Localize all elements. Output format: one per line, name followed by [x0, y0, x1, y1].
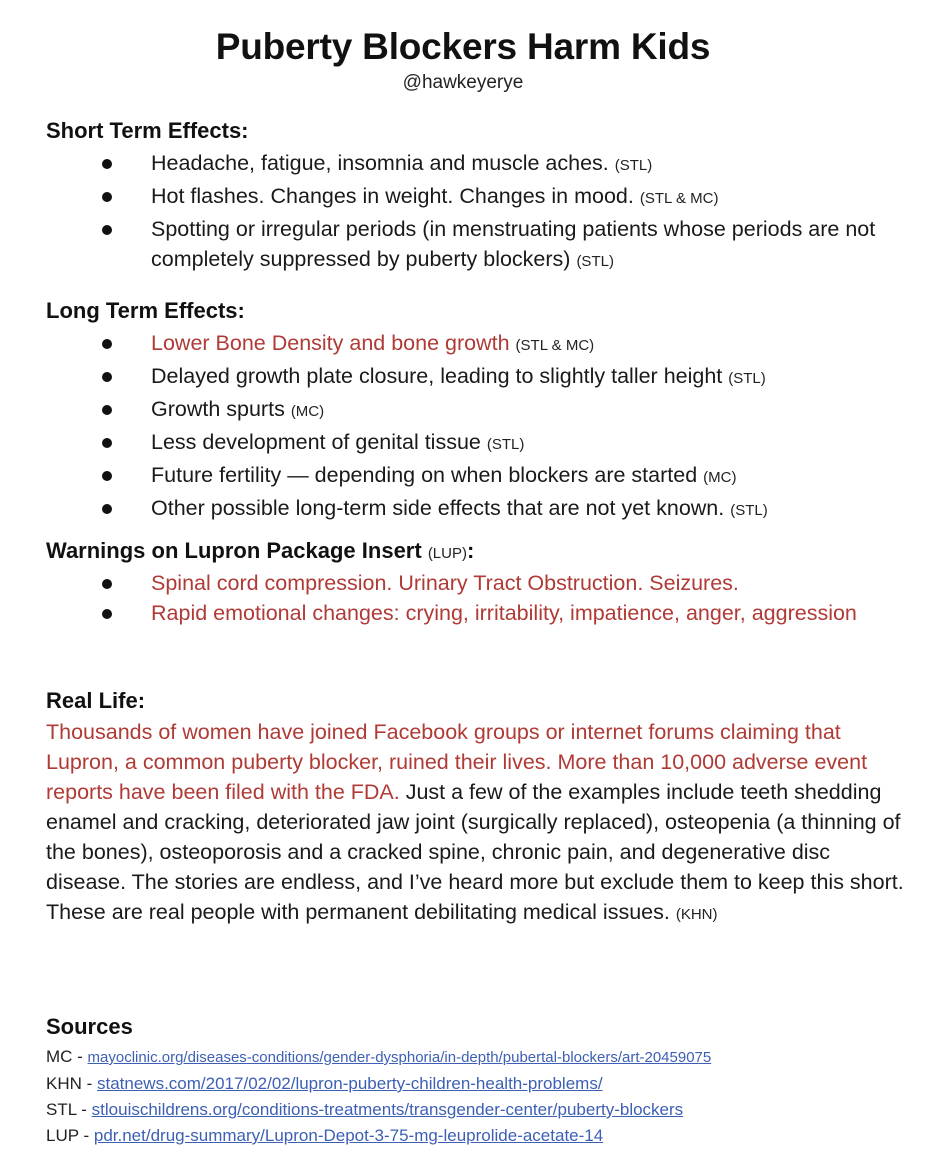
item-text: Delayed growth plate closure, leading to slightly taller height: [151, 364, 723, 388]
bullet-icon: [102, 159, 112, 169]
item-ref: (STL): [576, 253, 614, 270]
bullet-icon: [102, 192, 112, 202]
list-item: [0, 148, 926, 181]
short-term-list: [0, 148, 926, 277]
source-key: KHN -: [46, 1074, 97, 1093]
list-item: [0, 181, 926, 214]
source-row-khn: [46, 1071, 711, 1097]
source-row-stl: [46, 1097, 711, 1123]
item-ref: (STL & MC): [639, 190, 719, 207]
warnings-heading-colon: :: [466, 538, 475, 563]
short-term-heading: Short Term Effects:: [46, 118, 249, 143]
item-text: Hot flashes. Changes in weight. Changes in mood.: [151, 184, 634, 208]
real-life-ref: (KHN): [675, 906, 718, 923]
source-link-mc[interactable]: mayoclinic.org/diseases-conditions/gender-dysphoria/in-depth/pubertal-blockers/art-20459075: [87, 1049, 712, 1066]
item-text: Growth spurts: [151, 397, 285, 421]
list-item: [0, 361, 926, 394]
real-life-highlighted-text: Thousands of women have joined Facebook groups or internet forums claiming that Lupron, a common puberty blocker, ruined their lives. More than 10,000 adverse event reports have been filed with the FDA.: [46, 720, 868, 804]
item-text-highlighted: Rapid emotional changes: crying, irritability, impatience, anger, aggression: [151, 601, 857, 625]
item-text: Future fertility — depending on when blockers are started: [151, 463, 698, 487]
item-ref: (STL): [614, 157, 653, 174]
sources-heading: Sources: [46, 1014, 133, 1039]
list-item: [0, 328, 926, 361]
bullet-icon: [102, 471, 112, 481]
source-key: MC -: [46, 1047, 88, 1066]
bullet-icon: [102, 609, 112, 619]
list-item: [0, 214, 926, 277]
source-link-stl[interactable]: stlouischildrens.org/conditions-treatments/transgender-center/puberty-blockers: [91, 1100, 684, 1119]
bullet-icon: [102, 372, 112, 382]
list-item: [0, 598, 926, 628]
item-ref: (MC): [703, 469, 737, 486]
item-text: Spotting or irregular periods (in menstruating patients whose periods are not completely suppressed by puberty blockers): [151, 217, 876, 271]
warnings-heading: [46, 538, 474, 564]
sources-list: [46, 1044, 711, 1149]
item-ref: (STL): [730, 502, 768, 519]
warnings-heading-text: Warnings on Lupron Package Insert: [46, 538, 422, 563]
page-title: Puberty Blockers Harm Kids: [215, 26, 711, 67]
long-term-heading: Long Term Effects:: [46, 298, 245, 323]
item-text-highlighted: Spinal cord compression. Urinary Tract Obstruction. Seizures.: [151, 571, 739, 595]
bullet-icon: [102, 504, 112, 514]
item-text: Headache, fatigue, insomnia and muscle aches.: [151, 151, 609, 175]
source-link-lup[interactable]: pdr.net/drug-summary/Lupron-Depot-3-75-mg-leuprolide-acetate-14: [93, 1126, 604, 1145]
bullet-icon: [102, 579, 112, 589]
list-item: [0, 427, 926, 460]
bullet-icon: [102, 438, 112, 448]
source-link-khn[interactable]: statnews.com/2017/02/02/lupron-puberty-children-health-problems/: [97, 1074, 603, 1093]
item-text-highlighted: Lower Bone Density and bone growth: [151, 331, 510, 355]
long-term-list: [0, 328, 926, 526]
source-row-lup: [46, 1123, 711, 1149]
item-ref: (MC): [290, 403, 325, 420]
list-item: [0, 460, 926, 493]
bullet-icon: [102, 405, 112, 415]
warnings-heading-ref: (LUP): [427, 545, 467, 562]
item-text: Other possible long-term side effects that are not yet known.: [151, 496, 725, 520]
source-key: LUP -: [46, 1126, 94, 1145]
item-ref: (STL): [728, 370, 766, 387]
source-key: STL -: [46, 1100, 92, 1119]
bullet-icon: [102, 225, 112, 235]
item-ref: (STL & MC): [515, 337, 595, 354]
real-life-heading: Real Life:: [46, 688, 146, 713]
bullet-icon: [102, 339, 112, 349]
source-row-mc: [46, 1044, 711, 1071]
warnings-list: [0, 568, 926, 628]
list-item: [0, 394, 926, 427]
author-handle: @hawkeyerye: [402, 72, 524, 93]
real-life-paragraph: [46, 717, 906, 930]
list-item: [0, 568, 926, 598]
real-life-body-text: Just a few of the examples include teeth shedding enamel and cracking, deteriorated jaw joint (surgically replaced), osteopenia (a thinning of the bones), osteoporosis and a cracked spine, chronic pain, and degenerative disc disease. The stories are endless, and I’ve heard more but exclude them to keep this short. These are real people with permanent debilitating medical issues.: [46, 780, 904, 924]
item-text: Less development of genital tissue: [151, 430, 481, 454]
item-ref: (STL): [486, 436, 525, 453]
list-item: [0, 493, 926, 526]
